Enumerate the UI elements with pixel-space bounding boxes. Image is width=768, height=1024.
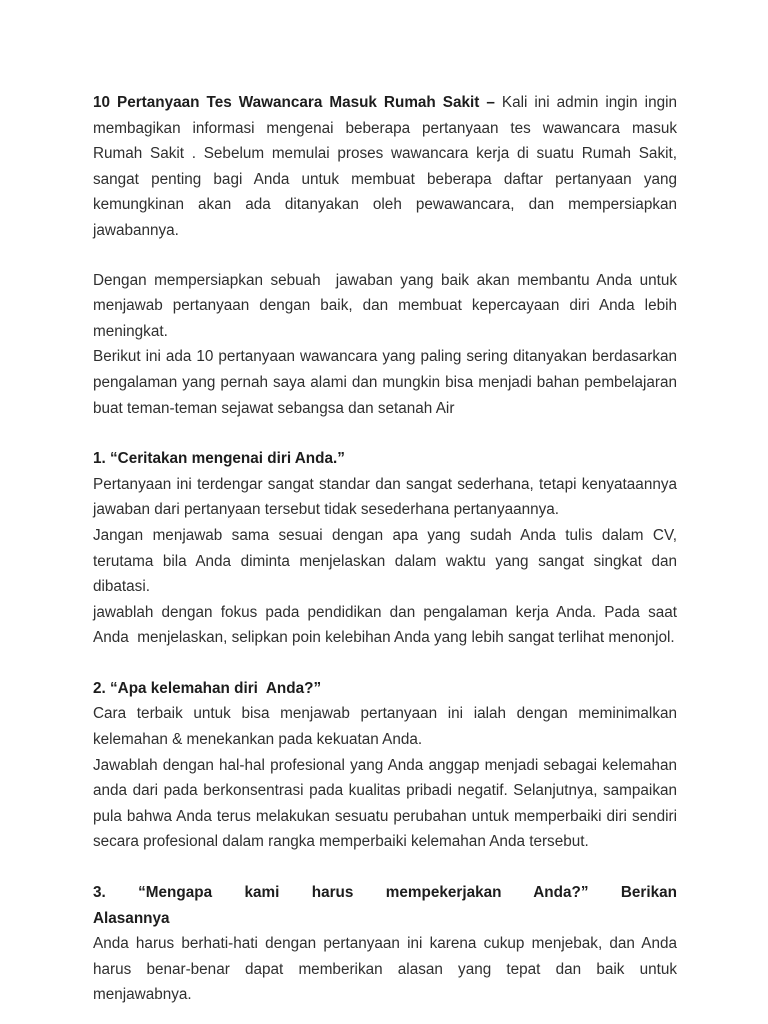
spacer xyxy=(93,244,677,268)
section-2-body-2: Jawablah dengan hal-hal profesional yang Anda anggap menjadi sebagai kelemahan anda dari pada berkonsentrasi pada kualitas pribadi negatif. Selanjutnya, sampaikan pula bahwa Anda terus melakukan sesuatu perubahan untuk memperbaiki diri sendiri secara profesional dalam rangka memperbaiki kelemahan Anda tersebut. xyxy=(93,756,682,851)
section-1-body-1: Pertanyaan ini terdengar sangat standar dan sangat sederhana, tetapi kenyataannya jawaban dari pertanyaan tersebut tidak sesederhana pertanyaannya. xyxy=(93,475,682,519)
section-2-body-1: Cara terbaik untuk bisa menjawab pertanyaan ini ialah dengan meminimalkan kelemahan & menekankan pada kekuatan Anda. xyxy=(93,705,682,749)
section-3-heading-line-1: 3. “Mengapa kami harus mempekerjakan Anda?” Berikan xyxy=(93,884,677,902)
section-1-heading: 1. “Ceritakan mengenai diri Anda.” xyxy=(93,450,345,468)
section-1-body-2: Jangan menjawab sama sesuai dengan apa yang sudah Anda tulis dalam CV, terutama bila Anda diminta menjelaskan dalam waktu yang sangat singkat dan dibatasi. xyxy=(93,526,682,596)
paragraph-preparation: Dengan mempersiapkan sebuah jawaban yang baik akan membantu Anda untuk menjawab pertanyaan dengan baik, dan membuat kepercayaan diri Anda lebih meningkat. xyxy=(93,271,682,340)
section-1-body-3: jawablah dengan fokus pada pendidikan dan pengalaman kerja Anda. Pada saat Anda menjelaskan, selipkan poin kelebihan Anda yang lebih sangat terlihat menonjol. xyxy=(93,603,681,647)
document-title: 10 Pertanyaan Tes Wawancara Masuk Rumah Sakit – xyxy=(93,94,495,111)
section-3-body-1: Anda harus berhati-hati dengan pertanyaan ini karena cukup menjebak, dan Anda harus benar-benar dapat memberikan alasan yang tepat dan baik untuk menjawabnya. xyxy=(93,935,682,1004)
spacer xyxy=(93,855,677,880)
spacer xyxy=(93,421,677,446)
document-body xyxy=(93,90,682,1008)
section-2-heading: 2. “Apa kelemahan diri Anda?” xyxy=(93,679,322,697)
intro-text: Kali ini admin ingin ingin membagikan informasi mengenai beberapa pertanyaan tes wawancara masuk Rumah Sakit . Sebelum memulai proses wawancara kerja di suatu Rumah Sakit, sangat penting bagi Anda untuk membuat beberapa daftar pertanyaan yang kemungkinan akan ada ditanyakan oleh pewawancara, dan mempersiapkan jawabannya. xyxy=(93,94,682,239)
spacer xyxy=(93,651,677,676)
intro-paragraph xyxy=(93,90,682,244)
paragraph-list-intro: Berikut ini ada 10 pertanyaan wawancara yang paling sering ditanyakan berdasarkan pengalaman yang pernah saya alami dan mungkin bisa menjadi bahan pembelajaran buat teman-teman sejawat sebangsa dan setanah Air xyxy=(93,348,682,417)
section-3-heading-line-2: Alasannya xyxy=(93,909,170,927)
